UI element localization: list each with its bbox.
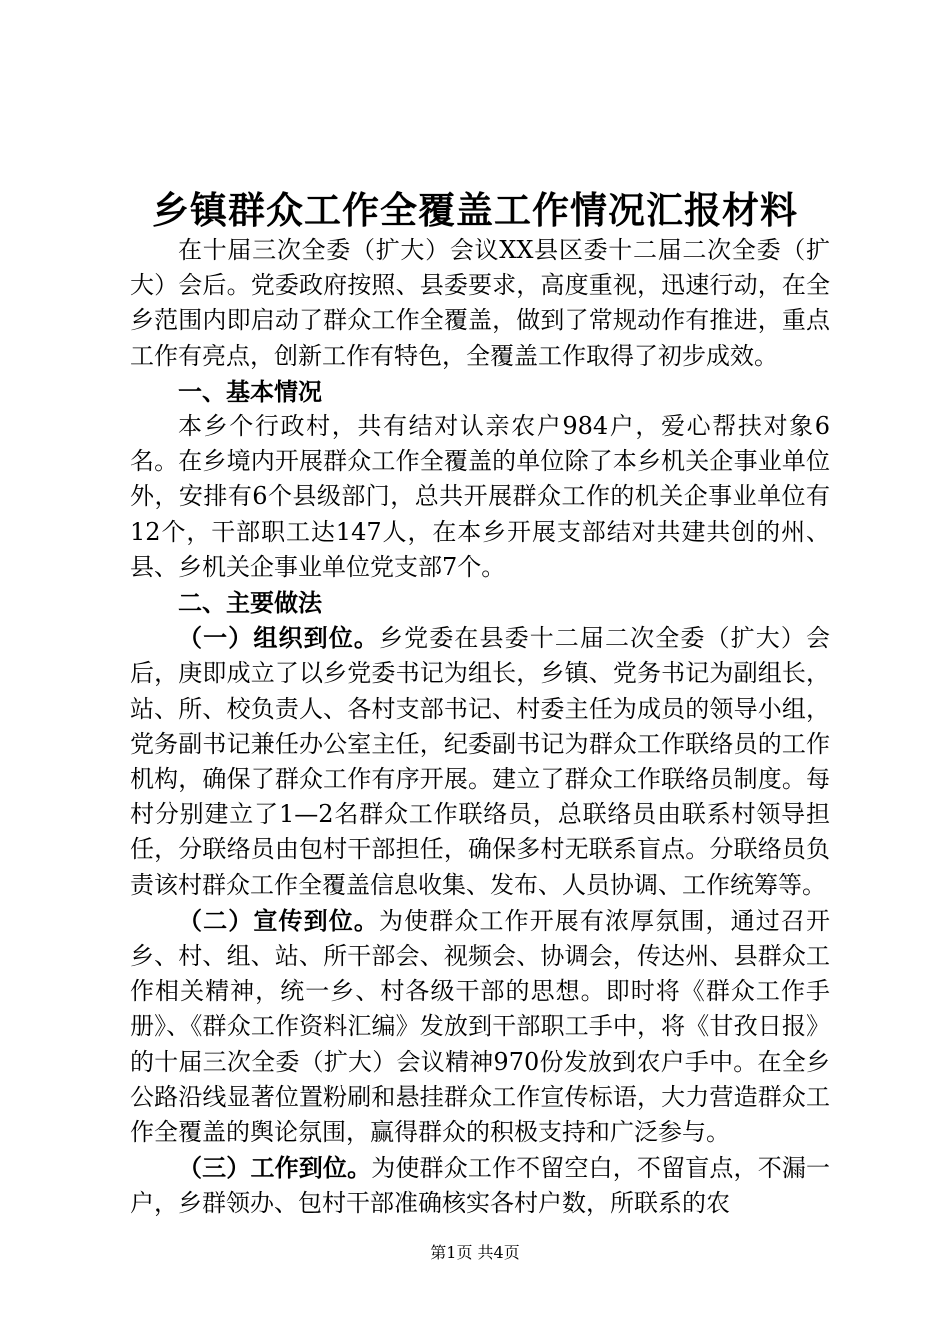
- item-organization-lead: （一）组织到位。: [178, 623, 379, 653]
- item-publicity-lead: （二）宣传到位。: [178, 905, 379, 935]
- section-heading-main-practices: 二、主要做法: [178, 588, 322, 618]
- item-publicity-text: 为使群众工作开展有浓厚氛围，通过召开乡、村、组、站、所干部会、视频会、协调会，传达州、县群众工作相关精神，统一乡、村各级干部的思想。即时将《群众工作手册》、《群众工作资料汇编》发放到干部职工手中，将《甘孜日报》的十届三次全委（扩大）会议精神970份发放到农户手中。在全乡公路沿线显著位置粉刷和悬挂群众工作宣传标语，大力营造群众工作全覆盖的舆论氛围，赢得群众的积极支持和广泛参与。: [130, 906, 831, 1147]
- document-body: [130, 233, 830, 1222]
- item-publicity-paragraph: [130, 903, 830, 1150]
- item-organization-paragraph: [130, 620, 830, 903]
- basic-situation-paragraph: 本乡个行政村，共有结对认亲农户984户，爱心帮扶对象6名。在乡境内开展群众工作全覆盖的单位除了本乡机关企事业单位外，安排有6个县级部门，总共开展群众工作的机关企事业单位有12个，干部职工达147人，在本乡开展支部结对共建共创的州、县、乡机关企事业单位党支部7个。: [130, 412, 830, 581]
- intro-paragraph: 在十届三次全委（扩大）会议XX县区委十二届二次全委（扩大）会后。党委政府按照、县委要求，高度重视，迅速行动，在全乡范围内即启动了群众工作全覆盖，做到了常规动作有推进，重点工作有亮点，创新工作有特色，全覆盖工作取得了初步成效。: [130, 236, 830, 370]
- item-work-paragraph: [130, 1150, 830, 1221]
- item-organization-text: 乡党委在县委十二届二次全委（扩大）会后，庚即成立了以乡党委书记为组长，乡镇、党务书记为副组长，站、所、校负责人、各村支部书记、村委主任为成员的领导小组，党务副书记兼任办公室主任，纪委副书记为群众工作联络员的工作机构，确保了群众工作有序开展。建立了群众工作联络员制度。每村分别建立了1—2名群众工作联络员，总联络员由联系村领导担任，分联络员由包村干部担任，确保多村无联系盲点。分联络员负责该村群众工作全覆盖信息收集、发布、人员协调、工作统筹等。: [130, 624, 831, 899]
- section-heading-basic-situation: 一、基本情况: [178, 376, 322, 406]
- document-title: 乡镇群众工作全覆盖工作情况汇报材料: [152, 188, 798, 232]
- item-work-text: 为使群众工作不留空白，不留盲点，不漏一户，乡群领办、包村干部准确核实各村户数，所联系的农: [130, 1154, 831, 1218]
- item-work-lead: （三）工作到位。: [178, 1153, 372, 1183]
- page-footer: 第1页 共4页: [430, 1243, 520, 1262]
